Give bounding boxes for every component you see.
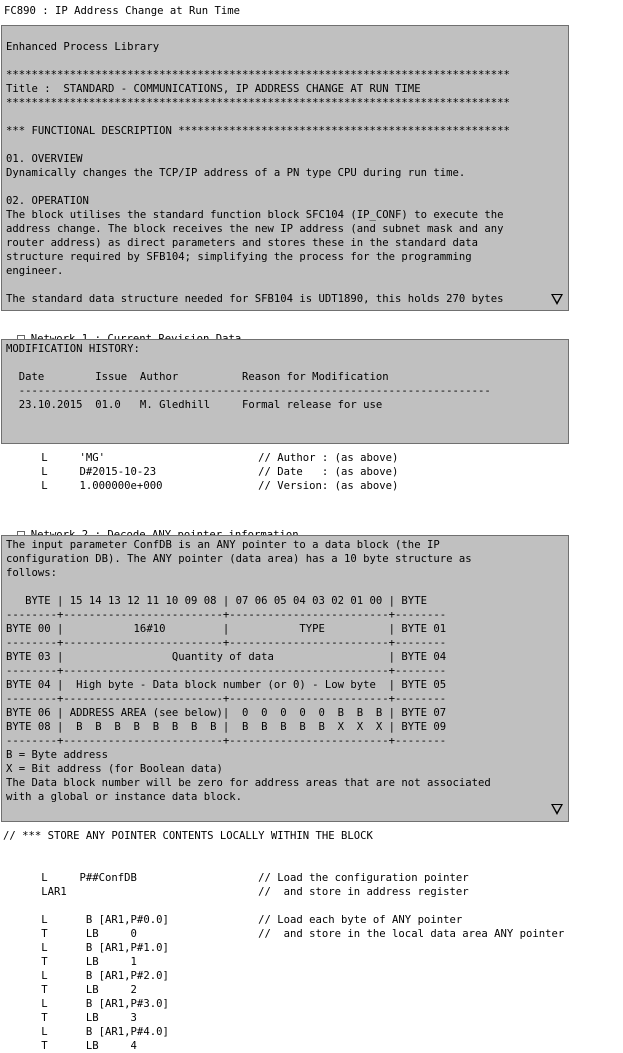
comment-line: X = Bit address (for Boolean data) — [6, 763, 223, 775]
comment-line: 23.10.2015 01.0 M. Gledhill Formal release for use — [6, 399, 383, 411]
header-comment-line — [6, 54, 510, 68]
code-line: T LB 2 — [3, 984, 137, 996]
header-comment-line: Enhanced Process Library — [6, 41, 160, 53]
comment-line: -------------------------------------------------------------------------- — [6, 385, 491, 397]
header-comment-line: 02. OPERATION — [6, 195, 89, 207]
network-1-header[interactable] — [4, 318, 241, 332]
network-2-statements — [3, 829, 564, 1053]
header-comment-line: 01. OVERVIEW — [6, 153, 83, 165]
code-line: L B [AR1,P#4.0] — [3, 1026, 169, 1038]
comment-line: --------+-------------------------+-------------------------+-------- — [6, 735, 447, 747]
comment-line: configuration DB). The ANY pointer (data area) has a 10 byte structure as — [6, 553, 472, 565]
comment-line: follows: — [6, 567, 58, 579]
code-line: L B [AR1,P#3.0] — [3, 998, 169, 1010]
comment-line — [6, 356, 491, 370]
comment-line: BYTE 00 | 16#10 | TYPE | BYTE 01 — [6, 623, 447, 635]
code-line — [3, 899, 564, 913]
code-line: LAR1 // and store in address register — [3, 886, 469, 898]
header-comment-line: Title : STANDARD - COMMUNICATIONS, IP ADDRESS CHANGE AT RUN TIME — [6, 83, 421, 95]
code-line: L D#2015-10-23 // Date : (as above) — [3, 466, 399, 478]
network-2-comment[interactable] — [1, 535, 569, 822]
block-header-comment[interactable] — [1, 25, 569, 311]
comment-line: BYTE 04 | High byte - Data block number (or 0) - Low byte | BYTE 05 — [6, 679, 447, 691]
comment-line: --------+-------------------------+-------------------------+-------- — [6, 637, 447, 649]
header-comment-line: The block utilises the standard function block SFC104 (IP_CONF) to execute the — [6, 209, 504, 221]
code-line: L 'MG' // Author : (as above) — [3, 452, 399, 464]
code-line: L P##ConfDB // Load the configuration pointer — [3, 872, 469, 884]
header-comment-line: engineer. — [6, 265, 64, 277]
comment-line: The Data block number will be zero for address areas that are not associated — [6, 777, 491, 789]
code-line: // *** STORE ANY POINTER CONTENTS LOCALLY WITHIN THE BLOCK — [3, 830, 373, 842]
code-line: T LB 4 — [3, 1040, 137, 1052]
comment-line: --------+---------------------------------------------------+-------- — [6, 665, 447, 677]
comment-line: BYTE | 15 14 13 12 11 10 09 08 | 07 06 05 04 03 02 01 00 | BYTE — [6, 595, 427, 607]
network-1-comment-text — [6, 342, 491, 412]
code-line: L B [AR1,P#0.0] // Load each byte of ANY pointer — [3, 914, 463, 926]
header-comment-line: ******************************************************************************* — [6, 97, 510, 109]
comment-line: with a global or instance data block. — [6, 791, 242, 803]
code-line — [3, 843, 564, 857]
comment-line: BYTE 03 | Quantity of data | BYTE 04 — [6, 651, 447, 663]
comment-line: B = Byte address — [6, 749, 109, 761]
comment-line: BYTE 06 | ADDRESS AREA (see below)| 0 0 0 0 0 B B B | BYTE 07 — [6, 707, 447, 719]
code-line: T LB 1 — [3, 956, 137, 968]
code-line: L 1.000000e+000 // Version: (as above) — [3, 480, 399, 492]
code-line — [3, 857, 564, 871]
scroll-down-icon[interactable] — [551, 294, 563, 305]
header-comment-line — [6, 138, 510, 152]
comment-line — [6, 580, 491, 594]
header-comment-line: Dynamically changes the TCP/IP address of a PN type CPU during run time. — [6, 167, 466, 179]
header-comment-line: structure required by SFB104; simplifying the process for the programming — [6, 251, 472, 263]
scroll-down-icon[interactable] — [551, 804, 563, 815]
header-comment-line: The standard data structure needed for SFB104 is UDT1890, this holds 270 bytes — [6, 293, 504, 305]
header-comment-line: address change. The block receives the new IP address (and subnet mask and any — [6, 223, 504, 235]
comment-line: Date Issue Author Reason for Modification — [6, 371, 389, 383]
header-comment-line: *** FUNCTIONAL DESCRIPTION **************************************************** — [6, 125, 510, 137]
code-line: T LB 0 // and store in the local data area ANY pointer — [3, 928, 565, 940]
code-line: T LB 3 — [3, 1012, 137, 1024]
code-line: L B [AR1,P#2.0] — [3, 970, 169, 982]
comment-line: --------+-------------------------+-------------------------+-------- — [6, 693, 447, 705]
header-comment-line — [6, 278, 510, 292]
comment-line: The input parameter ConfDB is an ANY pointer to a data block (the IP — [6, 539, 440, 551]
header-comment-line — [6, 110, 510, 124]
network-2-comment-text — [6, 538, 491, 804]
header-comment-line — [6, 180, 510, 194]
comment-line: --------+-------------------------+-------------------------+-------- — [6, 609, 447, 621]
comment-line: MODIFICATION HISTORY: — [6, 343, 140, 355]
network-1-statements — [3, 451, 398, 493]
network-2-header[interactable] — [4, 514, 299, 528]
header-comment-line: router address) as direct parameters and stores these in the standard data — [6, 237, 478, 249]
comment-line: BYTE 08 | B B B B B B B B | B B B B B X X X | BYTE 09 — [6, 721, 447, 733]
header-comment-line: ******************************************************************************* — [6, 69, 510, 81]
network-1-comment[interactable] — [1, 339, 569, 444]
block-title: FC890 : IP Address Change at Run Time — [4, 5, 240, 17]
header-comment-text — [6, 40, 510, 306]
code-line: L B [AR1,P#1.0] — [3, 942, 169, 954]
